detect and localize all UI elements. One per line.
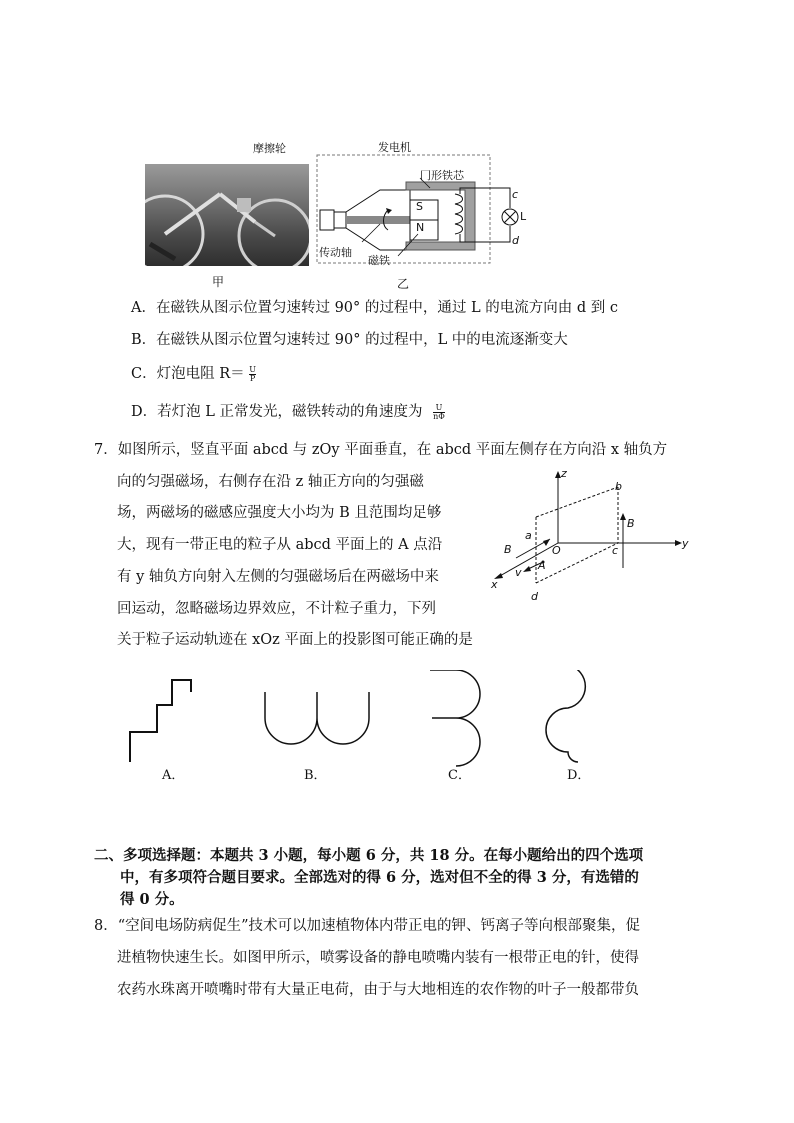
choice-label-b: B． — [304, 768, 327, 783]
bicycle-illustration — [145, 164, 309, 266]
choice-label-a: A． — [162, 768, 185, 783]
section2-line-3: 得 0 分。 — [120, 891, 184, 908]
label-S: S — [416, 200, 423, 213]
label-generator: 发电机 — [378, 141, 411, 154]
fraction-u-over-p — [249, 366, 256, 383]
choice-label-c: C． — [448, 768, 471, 783]
fraction-denominator: nΦ — [433, 411, 445, 421]
choice-label-d: D． — [567, 768, 591, 783]
fraction-numerator: U — [435, 402, 443, 412]
fraction-denominator: P — [249, 373, 256, 383]
q6-option-c — [131, 364, 256, 384]
point-label-d: d — [531, 590, 538, 603]
q7-line-4: 大，现有一带正电的粒子从 abcd 平面上的 A 点沿 — [117, 537, 443, 553]
caption-yi: 乙 — [397, 277, 410, 291]
q6-option-b: B．在磁铁从图示位置匀速转过 90° 的过程中，L 中的电流逐渐变大 — [131, 332, 568, 348]
q6-option-c-text: C．灯泡电阻 R＝ — [131, 366, 245, 382]
section2-line-2: 中，有多项符合题目要求。全部选对的得 6 分，选对但不全的得 3 分，有选错的 — [120, 869, 639, 886]
q6-option-d — [131, 402, 445, 422]
label-N: N — [416, 221, 425, 234]
section2-line-1: 二、多项选择题：本题共 3 小题，每小题 6 分，共 18 分。在每小题给出的四个选项 — [94, 847, 644, 864]
bicycle-photo — [145, 164, 309, 266]
fraction-u-over-nphi — [433, 404, 445, 421]
label-core: 冂形铁芯 — [420, 169, 464, 182]
field-label-b-left: B — [504, 543, 512, 556]
q6-option-d-text: D．若灯泡 L 正常发光，磁铁转动的角速度为 — [131, 404, 423, 420]
q7-line-5: 有 y 轴负方向射入左侧的匀强磁场后在两磁场中来 — [117, 569, 439, 585]
choice-d-s-curve — [546, 670, 585, 762]
q7-choice-figures — [120, 670, 600, 770]
q7-line-3: 场，两磁场的磁感应强度大小均为 B 且范围均足够 — [117, 505, 442, 521]
q7-line-1: 7．如图所示，竖直平面 abcd 与 zOy 平面垂直，在 abcd 平面左侧存在方向沿 x 轴负方 — [94, 442, 668, 458]
caption-jia: 甲 — [212, 275, 225, 289]
point-label-A: A — [538, 559, 546, 572]
axis-label-y: y — [682, 537, 689, 550]
label-friction-wheel: 摩擦轮 — [253, 142, 286, 155]
q6-option-a: A．在磁铁从图示位置匀速转过 90° 的过程中，通过 L 的电流方向由 d 到 c — [131, 300, 618, 316]
q7-line-7: 关于粒子运动轨迹在 xOz 平面上的投影图可能正确的是 — [117, 632, 473, 648]
choice-a-staircase — [130, 680, 191, 762]
point-label-b: b — [615, 480, 622, 493]
axis-label-x: x — [491, 578, 498, 591]
origin-label-o: O — [552, 544, 561, 557]
point-label-a: a — [525, 529, 532, 542]
choice-b-double-u — [265, 692, 369, 744]
label-d: d — [512, 234, 519, 247]
fraction-numerator: U — [249, 364, 256, 374]
label-magnet: 磁铁 — [368, 254, 390, 267]
field-label-b-right: B — [627, 517, 635, 530]
q7-axis-figure — [488, 465, 698, 605]
q8-line-3: 农药水珠离开喷嘴时带有大量正电荷，由于与大地相连的农作物的叶子一般都带负 — [117, 982, 639, 998]
label-L: L — [520, 210, 527, 223]
q7-line-6: 回运动，忽略磁场边界效应，不计粒子重力，下列 — [117, 601, 436, 617]
label-shaft: 传动轴 — [319, 246, 352, 259]
q8-line-1: 8．“空间电场防病促生”技术可以加速植物体内带正电的钾、钙离子等向根部聚集，促 — [94, 918, 641, 934]
q8-line-2: 进植物快速生长。如图甲所示，喷雾设备的静电喷嘴内装有一根带正电的针，使得 — [117, 950, 639, 966]
q7-line-2: 向的匀强磁场，右侧存在沿 z 轴正方向的匀强磁 — [117, 474, 424, 490]
choice-c-double-arc — [430, 670, 480, 766]
label-c: c — [512, 188, 519, 201]
axis-label-z: z — [561, 467, 567, 480]
point-label-c: c — [612, 544, 619, 557]
velocity-label-v: v — [515, 566, 522, 579]
